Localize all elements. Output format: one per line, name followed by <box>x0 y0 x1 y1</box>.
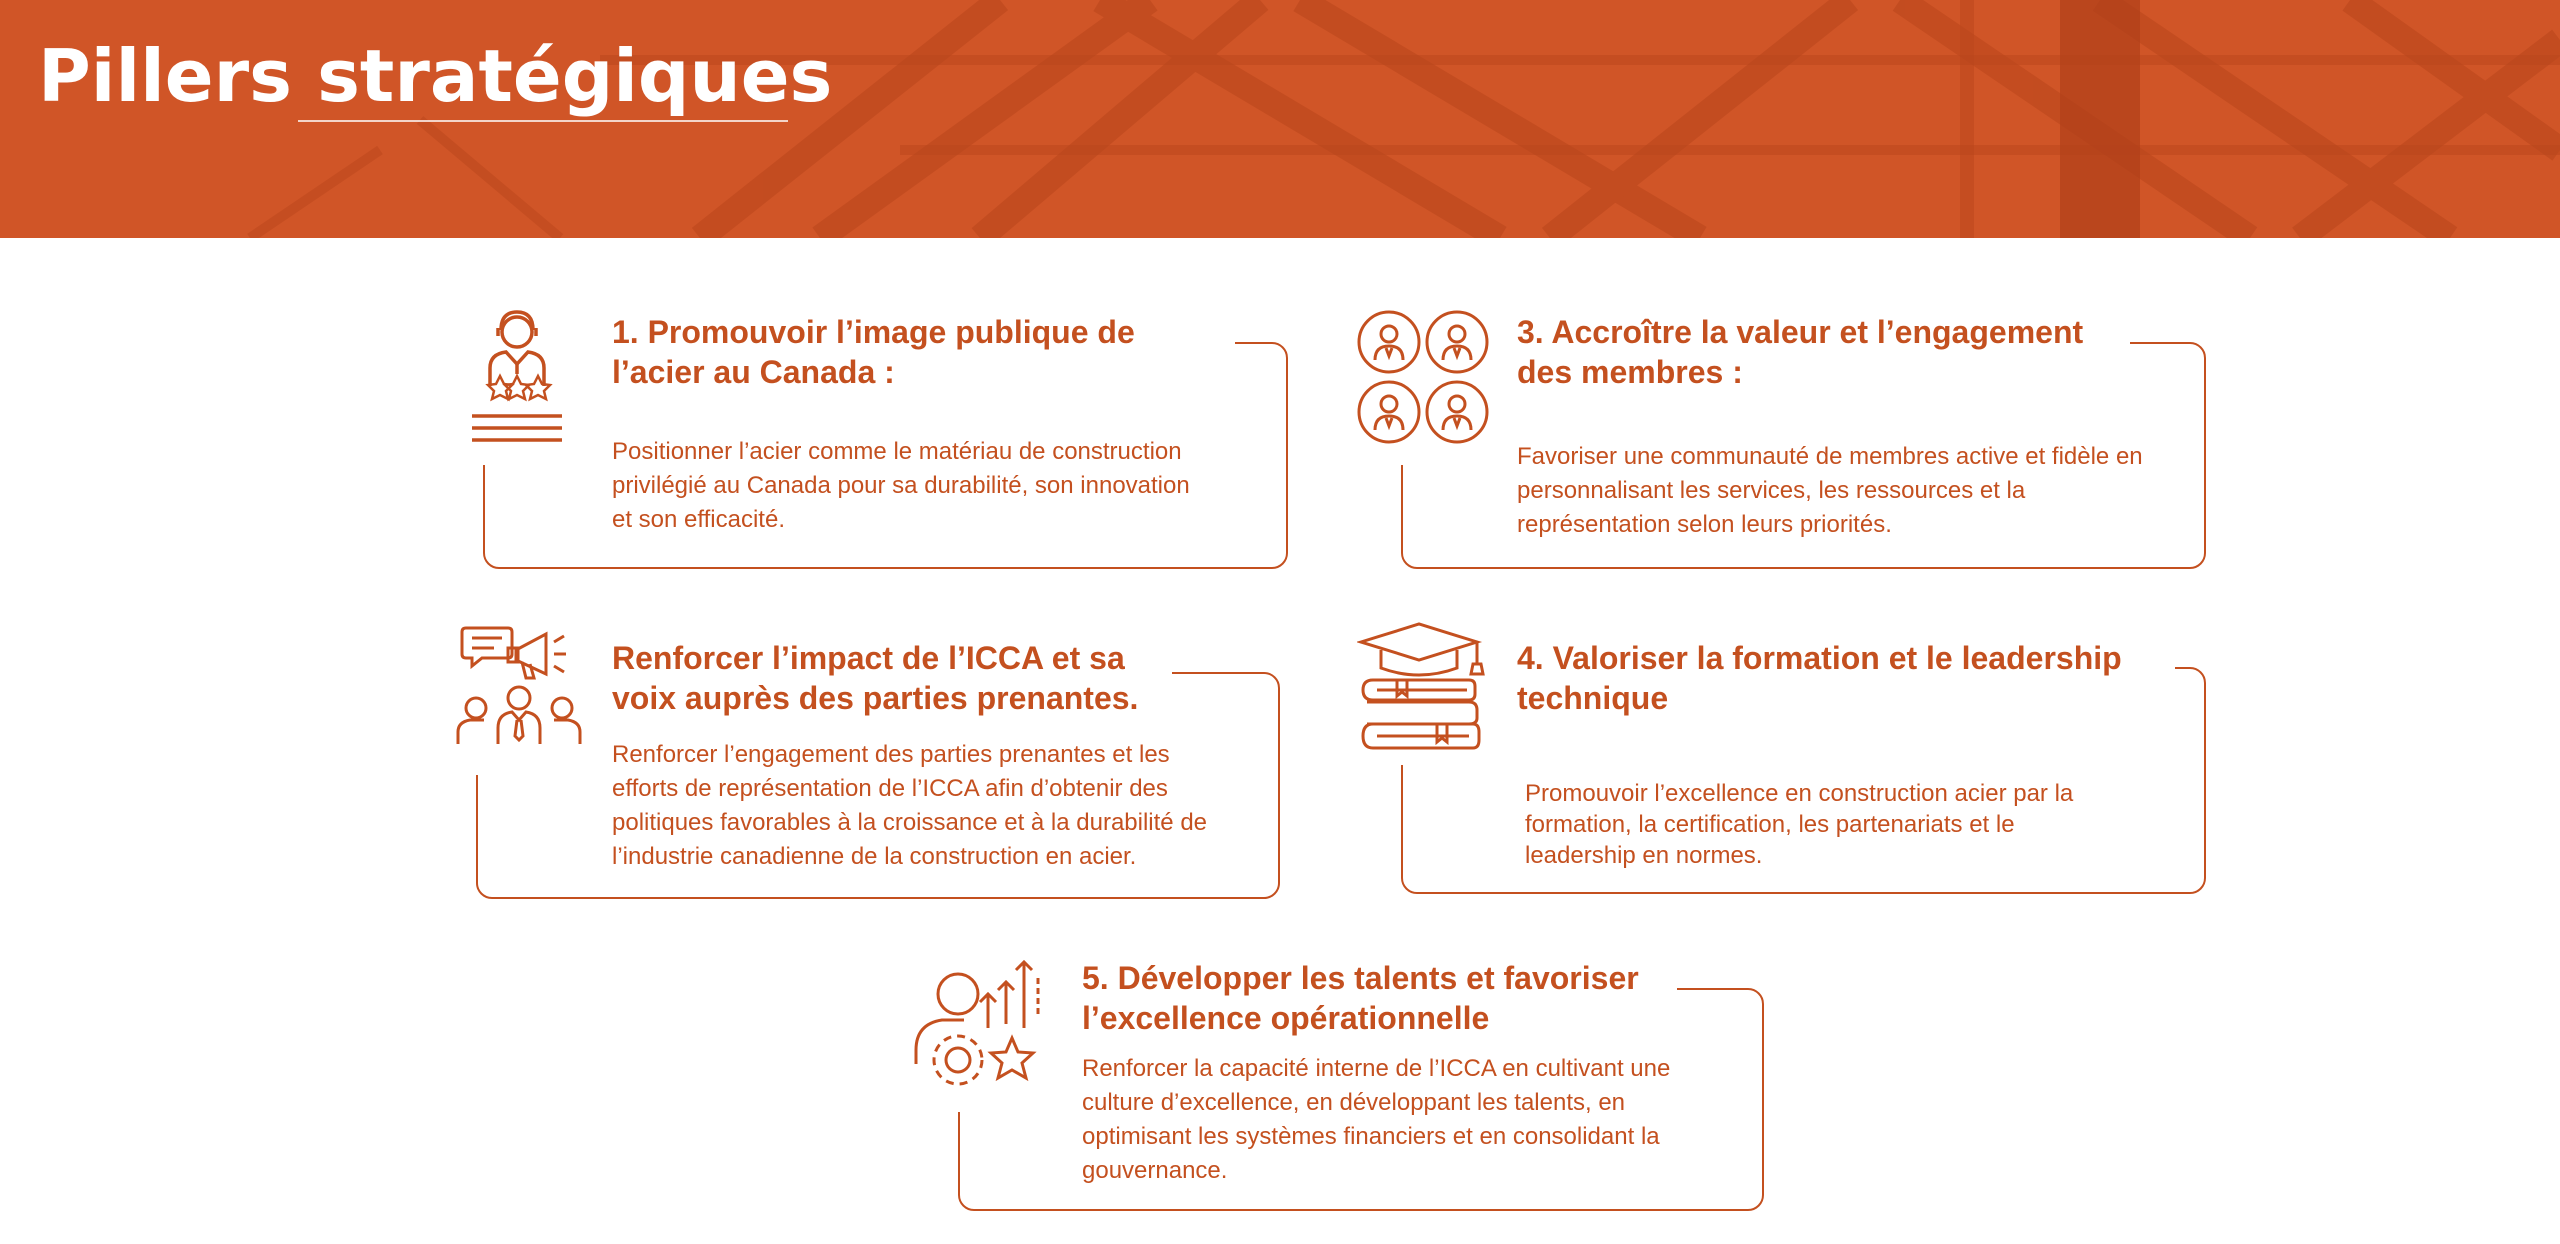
pillar-title: 5. Développer les talents et favoriser l’excellence opérationnelle <box>1082 960 1639 1036</box>
page-title: Pillers stratégiques <box>38 34 833 118</box>
pillar-description: Renforcer l’engagement des parties prenantes et les efforts de représentation de l’ICCA afin d’obtenir des politiques favorables à la croissance et à la durabilité de l’industrie canadienne de la construction en acier. <box>612 741 1208 870</box>
graduation-books-icon <box>1357 620 1491 754</box>
pillar-title: 4. Valoriser la formation et le leadership technique <box>1517 640 2122 716</box>
pillar-description: Positionner l’acier comme le matériau de construction privilégié au Canada pour sa durabilité, son innovation et son efficacité. <box>612 438 1190 533</box>
pillar-description: Promouvoir l’excellence en construction acier par la formation, la certification, les partenariats et le leadership en normes. <box>1525 780 2074 869</box>
title-underline <box>298 120 788 122</box>
person-rating-icon <box>468 306 566 446</box>
header-banner <box>0 0 2560 238</box>
pillar-description: Favoriser une communauté de membres active et fidèle en personnalisant les services, les ressources et la représentation selon leurs priorités. <box>1517 443 2143 538</box>
pillar-title: Renforcer l’impact de l’ICCA et sa voix auprès des parties prenantes. <box>612 640 1139 716</box>
pillar-title: 1. Promouvoir l’image publique de l’acier au Canada : <box>612 314 1135 390</box>
megaphone-audience-icon <box>454 620 584 754</box>
talent-growth-icon <box>912 954 1048 1090</box>
members-group-icon <box>1356 308 1490 446</box>
pillar-description: Renforcer la capacité interne de l’ICCA en cultivant une culture d’excellence, en développant les talents, en optimisant les systèmes financiers et en consolidant la gouvernance. <box>1082 1055 1671 1184</box>
pillar-title: 3. Accroître la valeur et l’engagement des membres : <box>1517 314 2084 390</box>
